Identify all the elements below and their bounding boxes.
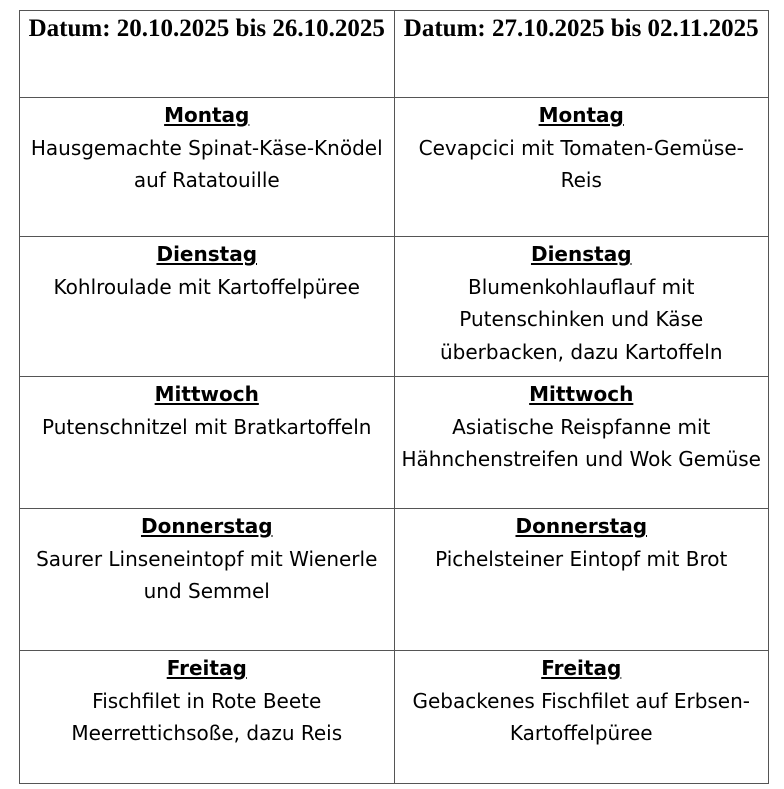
week-2-wednesday-cell bbox=[394, 377, 769, 509]
week-2-monday-cell bbox=[394, 98, 769, 237]
week-1-monday-cell bbox=[20, 98, 395, 237]
dish-text: Fischfilet in Rote Beete Meerrettichsoße, dazu Reis bbox=[71, 688, 343, 745]
day-label: Dienstag bbox=[530, 242, 632, 266]
dish-text: Blumenkohlauflauf mit Putenschinken und Käse überbacken, dazu Kartoffeln bbox=[439, 274, 723, 364]
dish-text: Pichelsteiner Eintopf mit Brot bbox=[435, 546, 728, 571]
day-label: Dienstag bbox=[156, 242, 258, 266]
table-row bbox=[20, 377, 769, 509]
week-1-thursday-cell bbox=[20, 509, 395, 651]
day-label: Montag bbox=[538, 103, 624, 127]
day-label: Donnerstag bbox=[515, 514, 648, 538]
table-row bbox=[20, 237, 769, 377]
day-label: Freitag bbox=[541, 656, 622, 680]
dish-text: Putenschnitzel mit Bratkartoffeln bbox=[42, 414, 372, 439]
table-row bbox=[20, 651, 769, 784]
day-label: Donnerstag bbox=[140, 514, 273, 538]
week-2-header: Datum: 27.10.2025 bis 02.11.2025 bbox=[394, 11, 769, 98]
dish-text: Cevapcici mit Tomaten-Gemüse-Reis bbox=[418, 135, 744, 192]
week-2-friday-cell bbox=[394, 651, 769, 784]
day-label: Montag bbox=[164, 103, 250, 127]
day-label: Mittwoch bbox=[529, 382, 634, 406]
week-1-wednesday-cell bbox=[20, 377, 395, 509]
day-label: Freitag bbox=[166, 656, 247, 680]
week-2-tuesday-cell bbox=[394, 237, 769, 377]
dish-text: Hausgemachte Spinat-Käse-Knödel auf Ratatouille bbox=[30, 135, 383, 192]
week-1-tuesday-cell bbox=[20, 237, 395, 377]
week-1-header: Datum: 20.10.2025 bis 26.10.2025 bbox=[20, 11, 395, 98]
dish-text: Kohlroulade mit Kartoffelpüree bbox=[53, 274, 360, 299]
header-row bbox=[20, 11, 769, 98]
week-1-friday-cell bbox=[20, 651, 395, 784]
table-row bbox=[20, 98, 769, 237]
dish-text: Saurer Linseneintopf mit Wienerle und Semmel bbox=[36, 546, 378, 603]
week-2-thursday-cell bbox=[394, 509, 769, 651]
dish-text: Asiatische Reispfanne mit Hähnchenstreifen und Wok Gemüse bbox=[401, 414, 761, 471]
day-label: Mittwoch bbox=[154, 382, 259, 406]
weekly-menu-table bbox=[19, 10, 769, 784]
dish-text: Gebackenes Fischfilet auf Erbsen-Kartoffelpüree bbox=[412, 688, 751, 745]
table-row bbox=[20, 509, 769, 651]
